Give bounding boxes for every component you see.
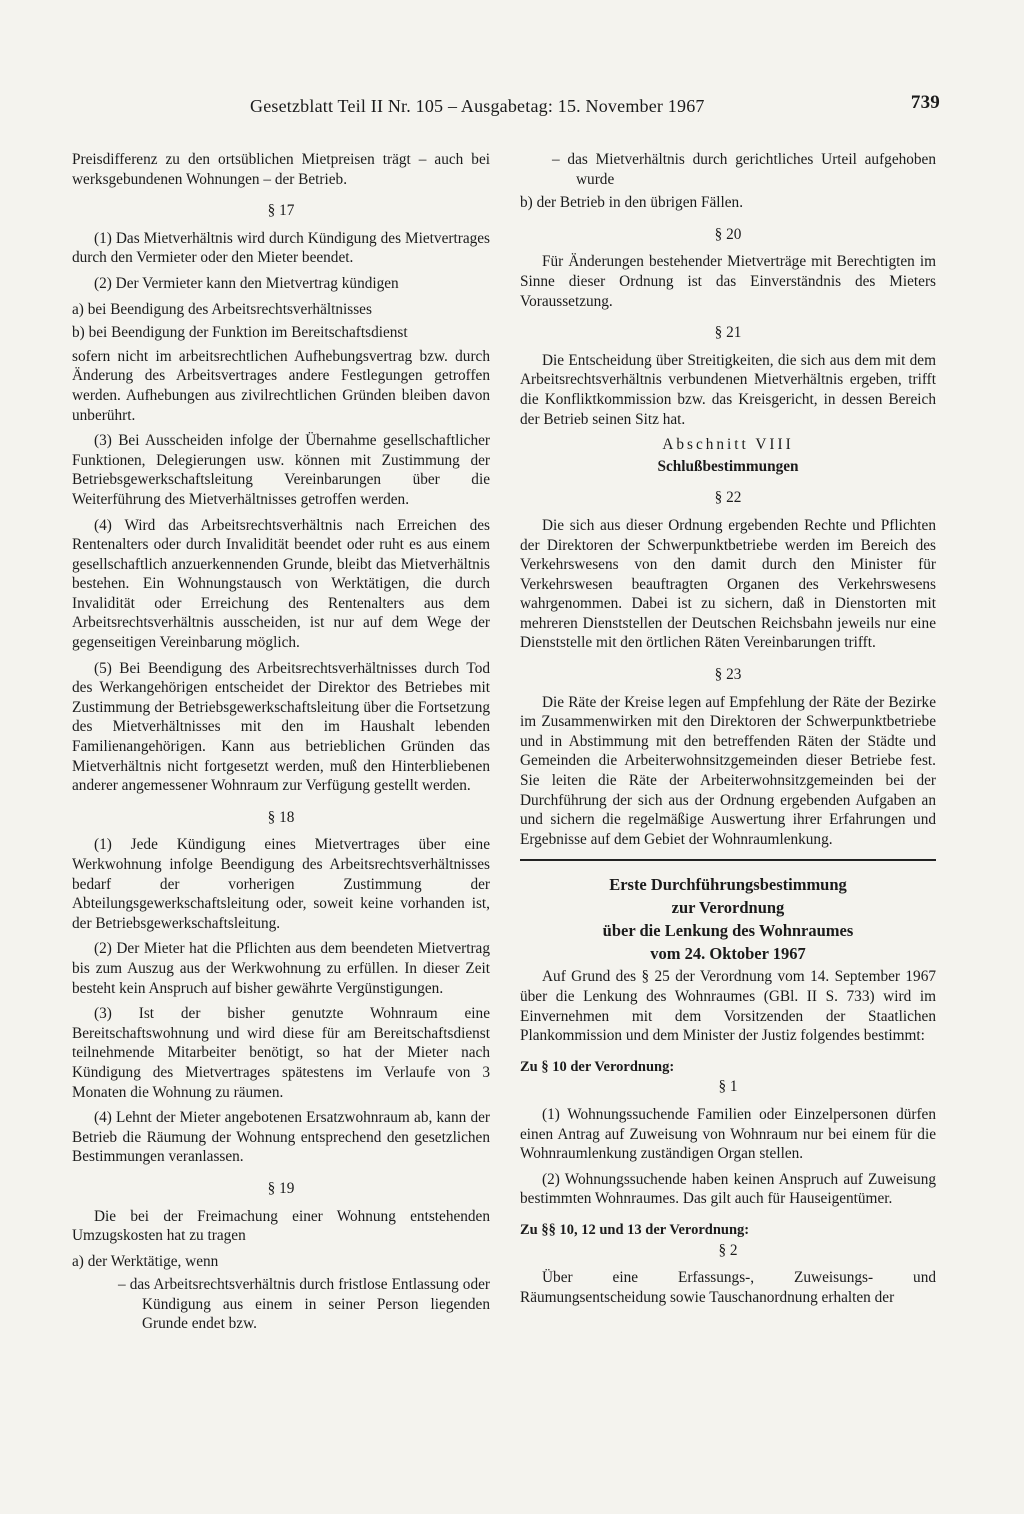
section-18-title: § 18 <box>267 808 295 826</box>
left-column <box>72 150 490 1336</box>
section-18-para-3: (3) Ist der bisher genutzte Wohnraum eine Bereitschaftswohnung und wird diese für am Bereitschaftsdienst teilnehmende Mitarbeiter benötigt, so hat der Mieter nach Kündigung des Mietvertrages spätestens im Verlaufe von 3 Monaten die Wohnung zu räumen. <box>72 1005 490 1101</box>
section-22-para: Die sich aus dieser Ordnung ergebenden Rechte und Pflichten der Direktoren der Schwerpunktbetriebe werden im Bereich des Verkehrswesens von den damit durch den Minister für Verkehrswesen beauftragten Organen des Verkehrswesens wahrgenommen. Dabei ist zu sichern, daß in Dienstorten mit mehreren Dienststellen der Deutschen Reichsbahn jeweils nur eine Dienststelle mit den örtlichen Räten Vereinbarungen trifft. <box>520 516 936 652</box>
paragraph-1-title: § 1 <box>718 1078 738 1096</box>
section-17-para-2: (2) Der Vermieter kann den Mietvertrag kündigen <box>94 274 399 292</box>
intro-paragraph: Preisdifferenz zu den ortsüblichen Mietpreisen trägt – auch bei werksgebundenen Wohnungen – der Betrieb. <box>72 151 490 188</box>
section-18-para-2: (2) Der Mieter hat die Pflichten aus dem beendeten Mietvertrag bis zum Auszug aus der Werkwohnung zu erfüllen. In dieser Zeit besteht kein Anspruch auf bisher gewährte Vergünstigungen. <box>72 940 490 997</box>
regulation-date: vom 24. Oktober 1967 <box>650 944 806 964</box>
regulation-preamble: Auf Grund des § 25 der Verordnung vom 14. September 1967 über die Lenkung des Wohnraumes (GBl. II S. 733) wird im Einvernehmen mit dem Vorsitzenden der Staatlichen Plankommission und dem Minister der Justiz folgendes bestimmt: <box>520 968 936 1045</box>
section-17-para-4: (4) Wird das Arbeitsrechtsverhältnis nach Erreichen des Rentenalters oder durch Invalidität beendet oder ruht es aus einem gesellschaftlich anzuerkennenden Grunde, bleibt das Mietverhältnis bestehen. Ein Wohnungstausch von Werktätigen, die durch Invalidität oder Erreichung des Rentenalters aus dem Arbeitsrechtsverhältnis ausscheiden, ist nur auf dem Wege der gegenseitigen Vereinbarung möglich. <box>72 516 490 652</box>
section-17-title: § 17 <box>267 202 295 220</box>
section-20-para: Für Änderungen bestehender Mietverträge mit Berechtigten im Sinne dieser Ordnung ist das Einverständnis des Mieters Voraussetzung. <box>520 253 936 310</box>
chapter-label: Abschnitt VIII <box>662 436 794 454</box>
section-20-title: § 20 <box>714 225 742 243</box>
section-17-para-5: (5) Bei Beendigung des Arbeitsrechtsverhältnisses durch Tod des Werkangehörigen entscheidet der Direktor des Betriebes mit Zustimmung der Betriebsgewerkschaftsleitung über die Fortsetzung des Mietverhältnisses mit den im Haushalt lebenden Familienangehörigen. Kann aus betrieblichen Gründen das Mietverhältnis nicht fortgesetzt werden, muß den Hinterbliebenen anderer angemessener Wohnraum zur Verfügung gestellt werden. <box>72 659 490 795</box>
section-17-item-a: a) bei Beendigung des Arbeitsrechtsverhältnisses <box>72 300 372 318</box>
regulation-title-line-3: über die Lenkung des Wohnraumes <box>602 921 854 941</box>
right-column <box>520 150 936 1313</box>
section-23-title: § 23 <box>714 666 742 684</box>
page-header <box>250 92 940 120</box>
section-19-title: § 19 <box>267 1179 295 1197</box>
section-17-continuation: sofern nicht im arbeitsrechtlichen Aufhebungsvertrag bzw. durch Änderung des Arbeitsvertrages andere Festlegungen getroffen werden. Aufhebungen aus zivilrechtlichen Gründen bleiben davon unberührt. <box>72 347 490 424</box>
section-23-para: Die Räte der Kreise legen auf Empfehlung der Räte der Bezirke im Zusammenwirken mit den Direktoren der Schwerpunktbetriebe und in Abstimmung mit den betreffenden Räten der Städte und Gemeinden die Arbeiterwohnsitzgemeinden dieser Betriebe fest. Sie leiten die Räte der Arbeiterwohnsitzgemeinden bei der Durchführung der sich aus der Ordnung ergebenden Aufgaben an und sichern die regelmäßige Auswertung ihrer Erfahrungen und Ergebnisse auf dem Gebiet der Wohnraumlenkung. <box>520 693 936 848</box>
section-17-para-3: (3) Bei Ausscheiden infolge der Übernahme gesellschaftlicher Funktionen, Delegierungen usw. können mit Zustimmung der Betriebsgewerkschaftsleitung Vereinbarungen über die Weiterführung des Mietverhältnisses getroffen werden. <box>72 432 490 508</box>
regulation-title-line-2: zur Verordnung <box>671 898 785 918</box>
section-divider <box>520 859 936 861</box>
section-19-item-a: a) der Werktätige, wenn <box>72 1252 219 1270</box>
regulation-title-line-1: Erste Durchführungsbestimmung <box>609 875 847 895</box>
paragraph-2-title: § 2 <box>718 1241 738 1259</box>
paragraph-1-sub-1: (1) Wohnungssuchende Familien oder Einzelpersonen dürfen einen Antrag auf Zuweisung von Wohnraum nur bei einem für die Wohnraumlenkung zuständigen Organ stellen. <box>520 1105 936 1163</box>
section-18-para-4: (4) Lehnt der Mieter angebotenen Ersatzwohnraum ab, kann der Betrieb die Räumung der Wohnung entsprechend den gesetzlichen Bestimmungen veranlassen. <box>72 1109 490 1166</box>
reference-heading-1: Zu § 10 der Verordnung: <box>520 1058 675 1075</box>
section-19-dash-item: – das Arbeitsrechtsverhältnis durch fristlose Entlassung oder Kündigung aus einem in seiner Person liegenden Grunde endet bzw. <box>118 1276 490 1333</box>
section-19-para-1: Die bei der Freimachung einer Wohnung entstehenden Umzugskosten hat zu tragen <box>72 1207 490 1245</box>
section-21-para: Die Entscheidung über Streitigkeiten, die sich aus dem mit dem Arbeitsrechtsverhältnis verbundenen Mietverhältnis ergeben, trifft die Konfliktkommission bzw. das Kreisgericht, in dessen Bereich der Betrieb seinen Sitz hat. <box>520 351 936 428</box>
chapter-title: Schlußbestimmungen <box>657 457 799 475</box>
section-17-item-b: b) bei Beendigung der Funktion im Bereitschaftsdienst <box>72 324 408 342</box>
section-18-para-1: (1) Jede Kündigung eines Mietvertrages über eine Werkwohnung infolge Beendigung des Arbeitsrechtsverhältnisses bedarf der vorherigen Zustimmung der Abteilungsgewerkschaftsleitung oder, soweit keine vorhanden ist, der Betriebsgewerkschaftsleitung. <box>72 836 490 932</box>
section-21-title: § 21 <box>714 324 742 342</box>
section-17-para-1: (1) Das Mietverhältnis wird durch Kündigung des Mietvertrages durch den Vermieter oder den Mieter beendet. <box>72 229 490 267</box>
section-22-title: § 22 <box>714 489 742 507</box>
gazette-title: Gesetzblatt Teil II Nr. 105 – Ausgabetag: 15. November 1967 <box>250 96 705 116</box>
paragraph-1-sub-2: (2) Wohnungssuchende haben keinen Anspruch auf Zuweisung bestimmten Wohnraumes. Das gilt auch für Hauseigentümer. <box>520 1170 936 1208</box>
section-19-item-b: b) der Betrieb in den übrigen Fällen. <box>520 194 744 212</box>
paragraph-2-text: Über eine Erfassungs-, Zuweisungs- und Räumungsentscheidung sowie Tauschanordnung erhalten der <box>520 1269 936 1306</box>
page-number: 739 <box>910 92 940 113</box>
reference-heading-2: Zu §§ 10, 12 und 13 der Verordnung: <box>520 1221 750 1238</box>
section-19-dash-item-2: – das Mietverhältnis durch gerichtliches Urteil aufgehoben wurde <box>552 151 936 188</box>
